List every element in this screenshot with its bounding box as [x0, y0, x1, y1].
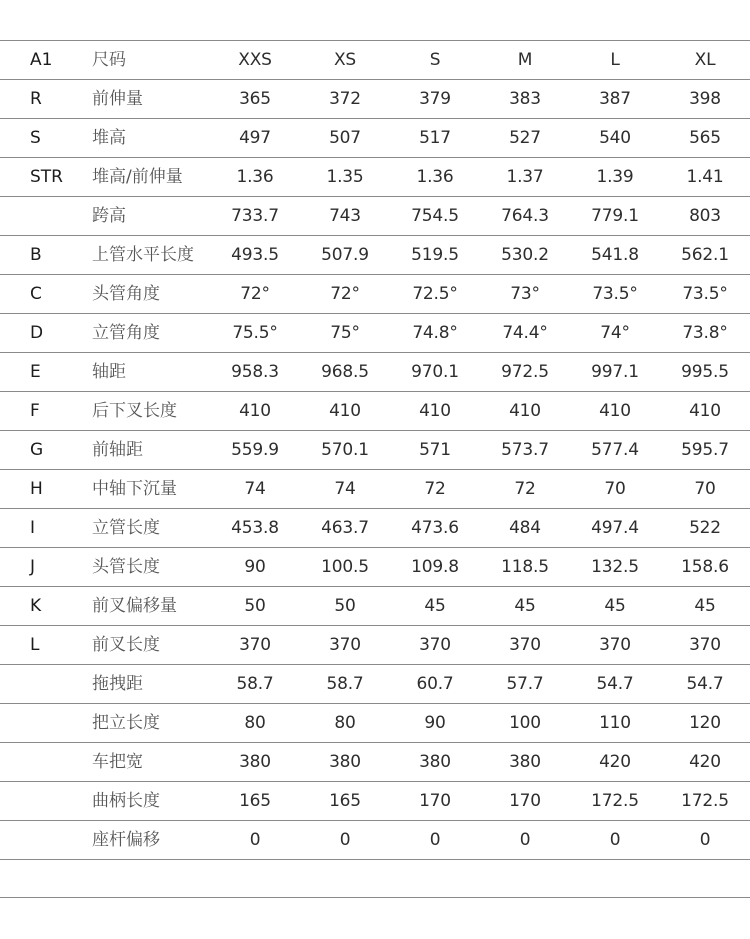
row-name: 曲柄长度	[92, 782, 210, 821]
row-value-cell: 74°	[570, 314, 660, 353]
row-value-cell: 1.37	[480, 158, 570, 197]
row-name: 头管长度	[92, 548, 210, 587]
row-value-cell: 132.5	[570, 548, 660, 587]
bottom-divider	[0, 897, 750, 898]
row-value-cell: 493.5	[210, 236, 300, 275]
table-row	[0, 743, 750, 782]
row-value-cell: 565	[660, 119, 750, 158]
row-value-cell: 410	[210, 392, 300, 431]
row-value-cell: 72.5°	[390, 275, 480, 314]
row-value-cell: 410	[300, 392, 390, 431]
row-value-cell: 743	[300, 197, 390, 236]
row-code: H	[0, 470, 92, 509]
row-name: 把立长度	[92, 704, 210, 743]
row-value-cell: 379	[390, 80, 480, 119]
row-code: J	[0, 548, 92, 587]
row-value-cell: 45	[480, 587, 570, 626]
table-row	[0, 587, 750, 626]
row-value-cell: 507	[300, 119, 390, 158]
table-row	[0, 353, 750, 392]
row-code	[0, 782, 92, 821]
row-value-cell: 50	[210, 587, 300, 626]
row-value-cell: 380	[300, 743, 390, 782]
table-row	[0, 782, 750, 821]
row-value-cell: 540	[570, 119, 660, 158]
row-value-cell: 0	[660, 821, 750, 860]
row-value-cell: 0	[300, 821, 390, 860]
header-code-cell: A1	[0, 41, 92, 80]
row-value-cell: 420	[660, 743, 750, 782]
row-value-cell: 72	[390, 470, 480, 509]
row-value-cell: 57.7	[480, 665, 570, 704]
row-value-cell: 453.8	[210, 509, 300, 548]
row-value-cell: 410	[390, 392, 480, 431]
row-value-cell: 170	[390, 782, 480, 821]
row-value-cell: 519.5	[390, 236, 480, 275]
row-value-cell: 372	[300, 80, 390, 119]
row-value-cell: 73.8°	[660, 314, 750, 353]
row-value-cell: 72	[480, 470, 570, 509]
row-name: 立管角度	[92, 314, 210, 353]
table-row	[0, 236, 750, 275]
row-value-cell: 527	[480, 119, 570, 158]
row-value-cell: 383	[480, 80, 570, 119]
row-code: E	[0, 353, 92, 392]
row-value-cell: 571	[390, 431, 480, 470]
geometry-table	[0, 40, 750, 860]
row-value-cell: 517	[390, 119, 480, 158]
table-row	[0, 275, 750, 314]
row-value-cell: 410	[660, 392, 750, 431]
row-value-cell: 507.9	[300, 236, 390, 275]
row-value-cell: 972.5	[480, 353, 570, 392]
row-value-cell: 0	[210, 821, 300, 860]
header-size-l: L	[570, 41, 660, 80]
row-name: 前轴距	[92, 431, 210, 470]
row-value-cell: 398	[660, 80, 750, 119]
row-value-cell: 0	[480, 821, 570, 860]
table-row	[0, 392, 750, 431]
row-value-cell: 73°	[480, 275, 570, 314]
row-value-cell: 45	[660, 587, 750, 626]
row-value-cell: 473.6	[390, 509, 480, 548]
row-name: 车把宽	[92, 743, 210, 782]
row-value-cell: 530.2	[480, 236, 570, 275]
row-code	[0, 704, 92, 743]
row-value-cell: 410	[570, 392, 660, 431]
row-value-cell: 570.1	[300, 431, 390, 470]
row-value-cell: 90	[210, 548, 300, 587]
row-value-cell: 100	[480, 704, 570, 743]
row-value-cell: 410	[480, 392, 570, 431]
row-code: C	[0, 275, 92, 314]
row-value-cell: 0	[390, 821, 480, 860]
row-value-cell: 74.4°	[480, 314, 570, 353]
row-name: 前叉长度	[92, 626, 210, 665]
row-value-cell: 109.8	[390, 548, 480, 587]
row-name: 立管长度	[92, 509, 210, 548]
row-value-cell: 80	[300, 704, 390, 743]
row-value-cell: 370	[570, 626, 660, 665]
table-row	[0, 548, 750, 587]
header-size-xxs: XXS	[210, 41, 300, 80]
row-value-cell: 45	[570, 587, 660, 626]
row-value-cell: 1.39	[570, 158, 660, 197]
row-value-cell: 970.1	[390, 353, 480, 392]
row-value-cell: 170	[480, 782, 570, 821]
row-name: 拖拽距	[92, 665, 210, 704]
row-value-cell: 995.5	[660, 353, 750, 392]
row-value-cell: 380	[480, 743, 570, 782]
row-value-cell: 803	[660, 197, 750, 236]
row-name: 座杆偏移	[92, 821, 210, 860]
header-size-s: S	[390, 41, 480, 80]
row-code	[0, 743, 92, 782]
row-name: 堆高	[92, 119, 210, 158]
row-value-cell: 0	[570, 821, 660, 860]
row-value-cell: 997.1	[570, 353, 660, 392]
table-row	[0, 626, 750, 665]
row-value-cell: 365	[210, 80, 300, 119]
row-value-cell: 380	[210, 743, 300, 782]
row-code: B	[0, 236, 92, 275]
row-value-cell: 172.5	[570, 782, 660, 821]
header-size-xl: XL	[660, 41, 750, 80]
row-value-cell: 370	[660, 626, 750, 665]
row-name: 中轴下沉量	[92, 470, 210, 509]
row-code: STR	[0, 158, 92, 197]
row-code	[0, 821, 92, 860]
row-value-cell: 733.7	[210, 197, 300, 236]
row-value-cell: 118.5	[480, 548, 570, 587]
row-value-cell: 577.4	[570, 431, 660, 470]
row-value-cell: 120	[660, 704, 750, 743]
row-value-cell: 100.5	[300, 548, 390, 587]
row-value-cell: 1.35	[300, 158, 390, 197]
row-value-cell: 90	[390, 704, 480, 743]
row-code: L	[0, 626, 92, 665]
row-value-cell: 779.1	[570, 197, 660, 236]
row-value-cell: 1.36	[390, 158, 480, 197]
table-row	[0, 197, 750, 236]
row-value-cell: 595.7	[660, 431, 750, 470]
row-value-cell: 74	[300, 470, 390, 509]
row-value-cell: 522	[660, 509, 750, 548]
table-row	[0, 80, 750, 119]
row-value-cell: 70	[570, 470, 660, 509]
row-code	[0, 665, 92, 704]
geometry-table-body	[0, 41, 750, 860]
row-value-cell: 73.5°	[570, 275, 660, 314]
row-value-cell: 158.6	[660, 548, 750, 587]
header-size-xs: XS	[300, 41, 390, 80]
table-row	[0, 119, 750, 158]
row-name: 轴距	[92, 353, 210, 392]
row-value-cell: 370	[390, 626, 480, 665]
row-code: I	[0, 509, 92, 548]
row-name: 前伸量	[92, 80, 210, 119]
row-value-cell: 968.5	[300, 353, 390, 392]
row-value-cell: 58.7	[300, 665, 390, 704]
row-value-cell: 74	[210, 470, 300, 509]
row-value-cell: 75°	[300, 314, 390, 353]
row-value-cell: 45	[390, 587, 480, 626]
row-value-cell: 70	[660, 470, 750, 509]
row-value-cell: 165	[300, 782, 390, 821]
row-value-cell: 1.36	[210, 158, 300, 197]
row-value-cell: 380	[390, 743, 480, 782]
row-value-cell: 1.41	[660, 158, 750, 197]
table-row	[0, 158, 750, 197]
row-value-cell: 484	[480, 509, 570, 548]
table-row	[0, 704, 750, 743]
row-value-cell: 72°	[300, 275, 390, 314]
row-value-cell: 165	[210, 782, 300, 821]
header-size-m: M	[480, 41, 570, 80]
table-row	[0, 470, 750, 509]
row-value-cell: 463.7	[300, 509, 390, 548]
row-name: 跨高	[92, 197, 210, 236]
row-value-cell: 54.7	[570, 665, 660, 704]
row-value-cell: 60.7	[390, 665, 480, 704]
row-value-cell: 958.3	[210, 353, 300, 392]
row-code: D	[0, 314, 92, 353]
row-value-cell: 559.9	[210, 431, 300, 470]
row-value-cell: 764.3	[480, 197, 570, 236]
row-value-cell: 370	[210, 626, 300, 665]
row-value-cell: 54.7	[660, 665, 750, 704]
row-value-cell: 172.5	[660, 782, 750, 821]
row-code: R	[0, 80, 92, 119]
row-value-cell: 754.5	[390, 197, 480, 236]
row-value-cell: 58.7	[210, 665, 300, 704]
row-value-cell: 562.1	[660, 236, 750, 275]
row-code: S	[0, 119, 92, 158]
row-value-cell: 541.8	[570, 236, 660, 275]
table-row	[0, 314, 750, 353]
row-value-cell: 573.7	[480, 431, 570, 470]
header-size-label: 尺码	[92, 41, 210, 80]
row-value-cell: 72°	[210, 275, 300, 314]
row-value-cell: 370	[480, 626, 570, 665]
row-value-cell: 497	[210, 119, 300, 158]
table-row	[0, 509, 750, 548]
row-value-cell: 387	[570, 80, 660, 119]
row-value-cell: 75.5°	[210, 314, 300, 353]
row-value-cell: 73.5°	[660, 275, 750, 314]
row-name: 堆高/前伸量	[92, 158, 210, 197]
row-code: F	[0, 392, 92, 431]
row-code: K	[0, 587, 92, 626]
row-value-cell: 110	[570, 704, 660, 743]
row-value-cell: 80	[210, 704, 300, 743]
row-value-cell: 420	[570, 743, 660, 782]
table-header-row	[0, 41, 750, 80]
row-name: 后下叉长度	[92, 392, 210, 431]
table-row	[0, 431, 750, 470]
row-value-cell: 497.4	[570, 509, 660, 548]
row-name: 上管水平长度	[92, 236, 210, 275]
table-row	[0, 665, 750, 704]
row-value-cell: 74.8°	[390, 314, 480, 353]
row-name: 前叉偏移量	[92, 587, 210, 626]
row-code: G	[0, 431, 92, 470]
table-row	[0, 821, 750, 860]
row-value-cell: 370	[300, 626, 390, 665]
row-name: 头管角度	[92, 275, 210, 314]
row-value-cell: 50	[300, 587, 390, 626]
row-code	[0, 197, 92, 236]
